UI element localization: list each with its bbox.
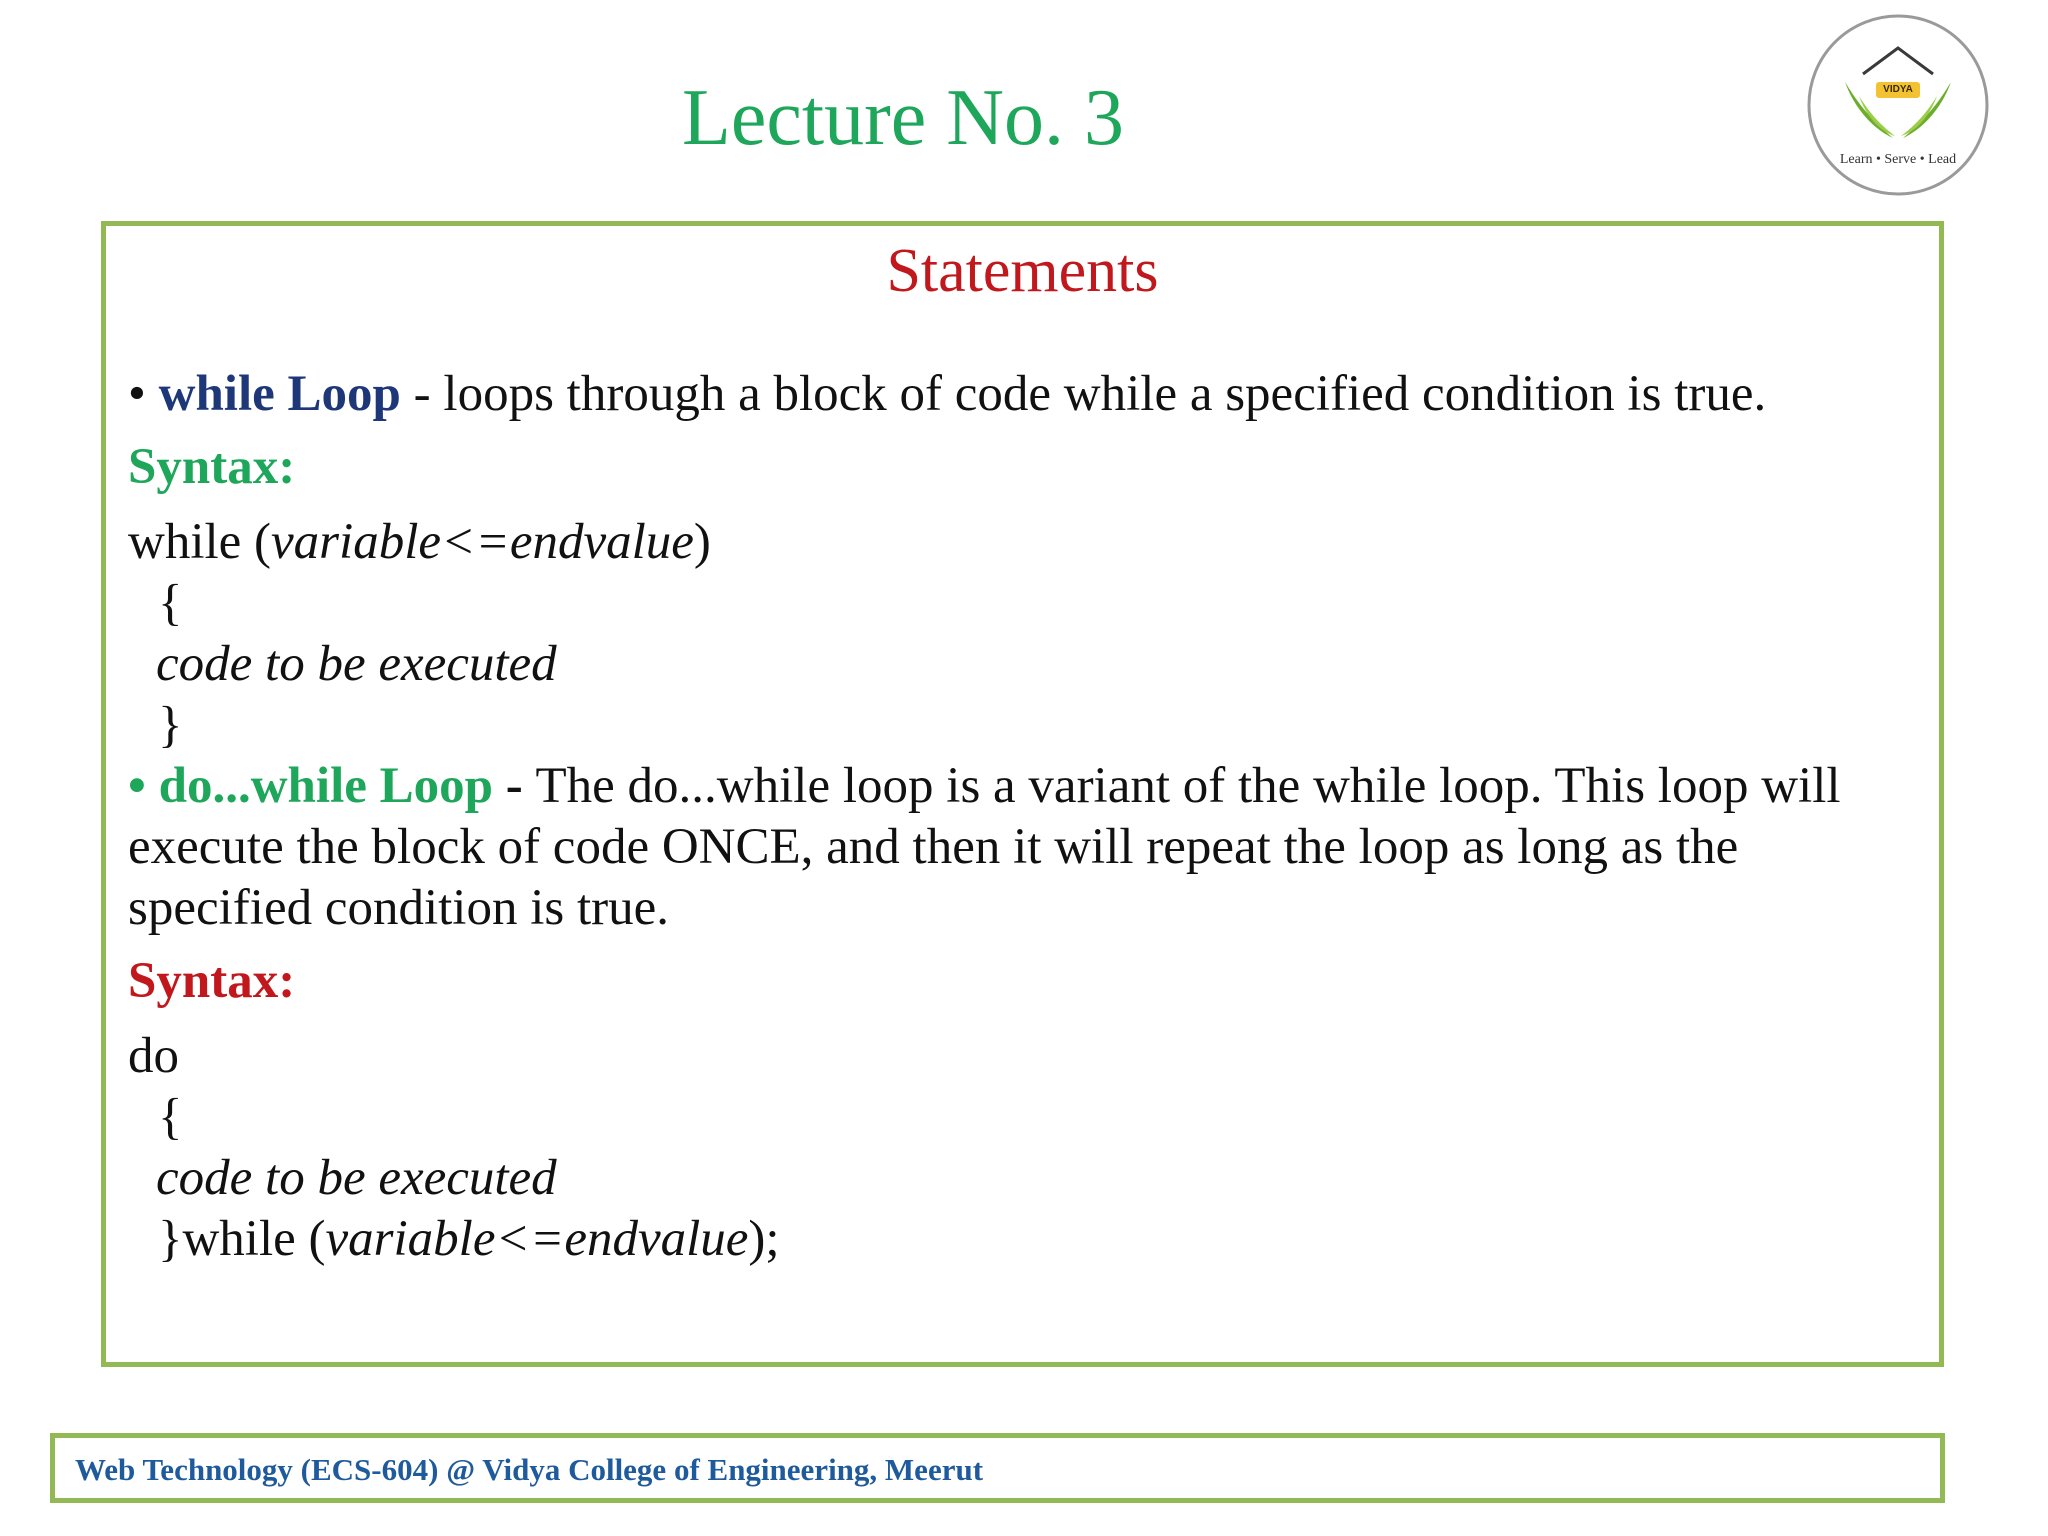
do-open-brace: {: [158, 1089, 183, 1145]
while-code-body: [128, 634, 1928, 695]
college-logo: [1805, 12, 1991, 198]
while-syntax-line: [128, 512, 1928, 573]
footer-text: Web Technology (ECS-604) @ Vidya College of Engineering, Meerut: [75, 1452, 984, 1487]
code-close: );: [748, 1211, 780, 1267]
vidya-logo-icon: [1805, 12, 1991, 198]
logo-tagline: Learn • Serve • Lead: [1839, 152, 1957, 167]
bullet: •: [128, 758, 159, 814]
code-close: ): [693, 514, 711, 570]
do-while-description: The do...while loop is a variant of the while loop. This loop will execute the block of code ONCE, and then it will repeat the loop as long as the specified condition is true.: [128, 758, 1841, 936]
do-while-term: do...while Loop: [158, 758, 494, 814]
code-keyword: }while (: [158, 1211, 326, 1267]
while-loop-description: - loops through a block of code while a specified condition is true.: [400, 366, 1767, 422]
while-loop-term: while Loop: [158, 366, 401, 422]
do-while-close-line: [128, 1209, 1928, 1270]
code-condition: variable<=endvalue: [325, 1211, 749, 1267]
do-while-paragraph: [128, 756, 1928, 939]
while-syntax-label: Syntax:: [128, 439, 296, 495]
code-body-text: code to be executed: [156, 636, 557, 692]
do-while-dash: -: [493, 758, 536, 814]
code-keyword: while (: [128, 514, 272, 570]
content-box: [101, 221, 1944, 1367]
bullet: •: [128, 366, 159, 422]
lecture-title: Lecture No. 3: [681, 74, 1125, 162]
do-keyword-line: do: [128, 1028, 179, 1084]
while-loop-paragraph: [128, 364, 1928, 425]
section-title: Statements: [886, 237, 1159, 305]
footer-bar: [50, 1433, 1945, 1503]
do-code-body: [128, 1148, 1928, 1209]
while-close-brace: }: [158, 697, 183, 753]
code-condition: variable<=endvalue: [271, 514, 694, 570]
code-body-text: code to be executed: [156, 1150, 557, 1206]
logo-name: VIDYA: [1883, 84, 1913, 95]
slide-body: [128, 364, 1928, 1270]
while-open-brace: {: [158, 575, 183, 631]
do-while-syntax-label: Syntax:: [128, 953, 296, 1009]
